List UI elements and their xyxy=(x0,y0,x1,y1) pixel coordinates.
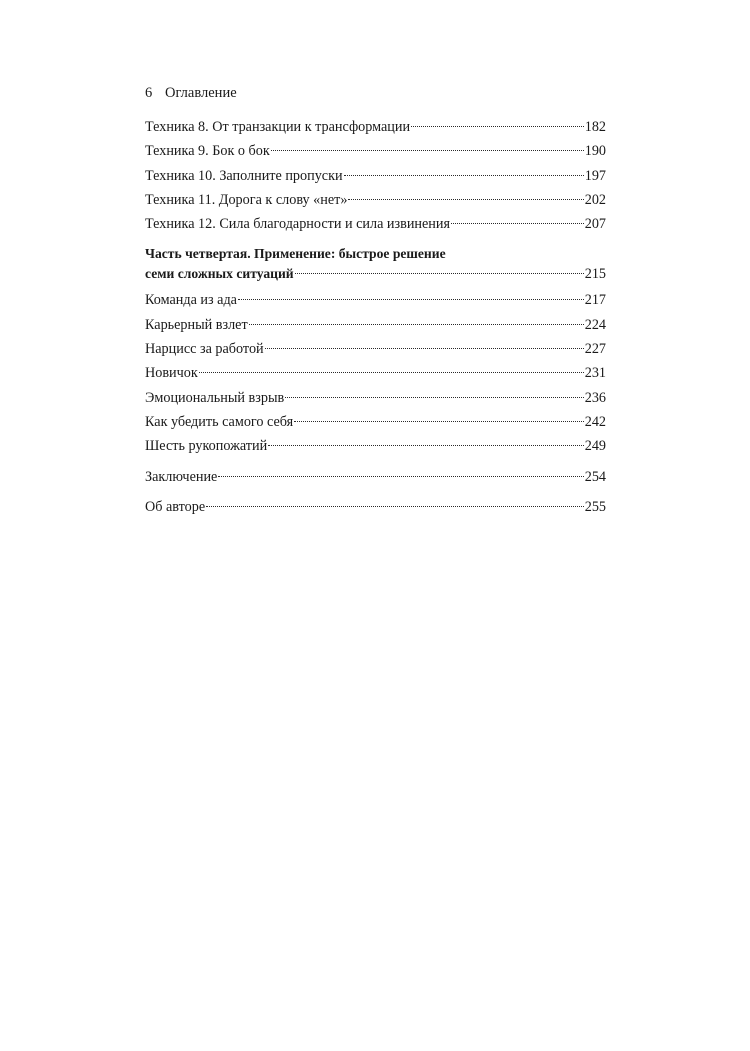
toc-entry-title: Об авторе xyxy=(145,498,206,515)
leader-dots xyxy=(348,199,583,200)
leader-dots xyxy=(411,126,584,127)
toc-entry-page: 202 xyxy=(584,191,606,208)
toc-entry-title: Как убедить самого себя xyxy=(145,413,294,430)
leader-dots xyxy=(285,397,584,398)
toc-entry-page: 236 xyxy=(584,389,606,406)
toc-entry-page: 231 xyxy=(584,365,606,382)
toc-entry-title: Нарцисс за работой xyxy=(145,341,264,358)
toc-entry-page: 217 xyxy=(584,292,606,309)
toc-entry-page: 207 xyxy=(584,216,606,233)
toc-entry-page: 224 xyxy=(584,316,606,333)
toc-entry-title: Техника 12. Сила благодарности и сила извинения xyxy=(145,216,451,233)
toc-entry-page: 254 xyxy=(584,468,606,485)
leader-dots xyxy=(271,150,584,151)
toc-entry-page: 242 xyxy=(584,413,606,430)
leader-dots xyxy=(218,476,583,477)
toc-entry-title: Шесть рукопожатий xyxy=(145,438,268,455)
toc-entry-technique-11[interactable] xyxy=(145,188,606,212)
toc-entry-technique-9[interactable] xyxy=(145,139,606,163)
toc-entry-page: 197 xyxy=(584,167,606,184)
toc-entry-title: Команда из ада xyxy=(145,292,237,309)
running-title: Оглавление xyxy=(165,85,237,101)
leader-dots xyxy=(295,273,584,274)
leader-dots xyxy=(238,299,584,300)
toc-entry-page: 215 xyxy=(584,266,606,283)
toc-entry-technique-12[interactable] xyxy=(145,212,606,236)
toc-entry-title: Техника 10. Заполните пропуски xyxy=(145,167,343,184)
toc-entry-page: 249 xyxy=(584,438,606,455)
toc-entry-title: Заключение xyxy=(145,468,218,485)
toc-entry-technique-10[interactable] xyxy=(145,164,606,188)
toc-entry-title: Эмоциональный взрыв xyxy=(145,389,285,406)
leader-dots xyxy=(268,445,584,446)
toc-entry-page: 190 xyxy=(584,143,606,160)
leader-dots xyxy=(344,175,584,176)
toc-entry-situation-6[interactable] xyxy=(145,410,606,434)
leader-dots xyxy=(206,506,584,507)
toc-entry-conclusion[interactable] xyxy=(145,465,606,489)
toc-entry-about-author[interactable] xyxy=(145,495,606,519)
toc-entry-page: 227 xyxy=(584,341,606,358)
table-of-contents xyxy=(145,115,606,519)
part-four-heading[interactable]: Часть четвертая. Применение: быстрое решение xyxy=(145,246,446,262)
toc-entry-title: Новичок xyxy=(145,365,198,382)
toc-entry-title: Техника 8. От транзакции к трансформации xyxy=(145,119,411,135)
leader-dots xyxy=(199,372,584,373)
toc-entry-situation-3[interactable] xyxy=(145,337,606,361)
page-number: 6 xyxy=(145,85,153,101)
toc-entry-title: Техника 9. Бок о бок xyxy=(145,143,270,160)
toc-entry-situation-4[interactable] xyxy=(145,361,606,385)
toc-entry-title: Карьерный взлет xyxy=(145,316,248,333)
leader-dots xyxy=(249,324,584,325)
toc-entry-situation-5[interactable] xyxy=(145,386,606,410)
toc-entry-situation-2[interactable] xyxy=(145,313,606,337)
leader-dots xyxy=(294,421,584,422)
leader-dots xyxy=(451,223,584,224)
toc-entry-title: Техника 11. Дорога к слову «нет» xyxy=(145,191,348,208)
leader-dots xyxy=(265,348,584,349)
toc-entry-part-four[interactable] xyxy=(145,264,606,284)
running-header xyxy=(145,84,237,102)
toc-entry-situation-7[interactable] xyxy=(145,434,606,458)
toc-entry-situation-1[interactable] xyxy=(145,288,606,312)
toc-entry-page: 255 xyxy=(584,498,606,515)
toc-entry-technique-8[interactable] xyxy=(145,115,606,139)
toc-entry-page: 182 xyxy=(584,119,606,135)
part-four-heading-line2: семи сложных ситуаций xyxy=(145,266,294,282)
